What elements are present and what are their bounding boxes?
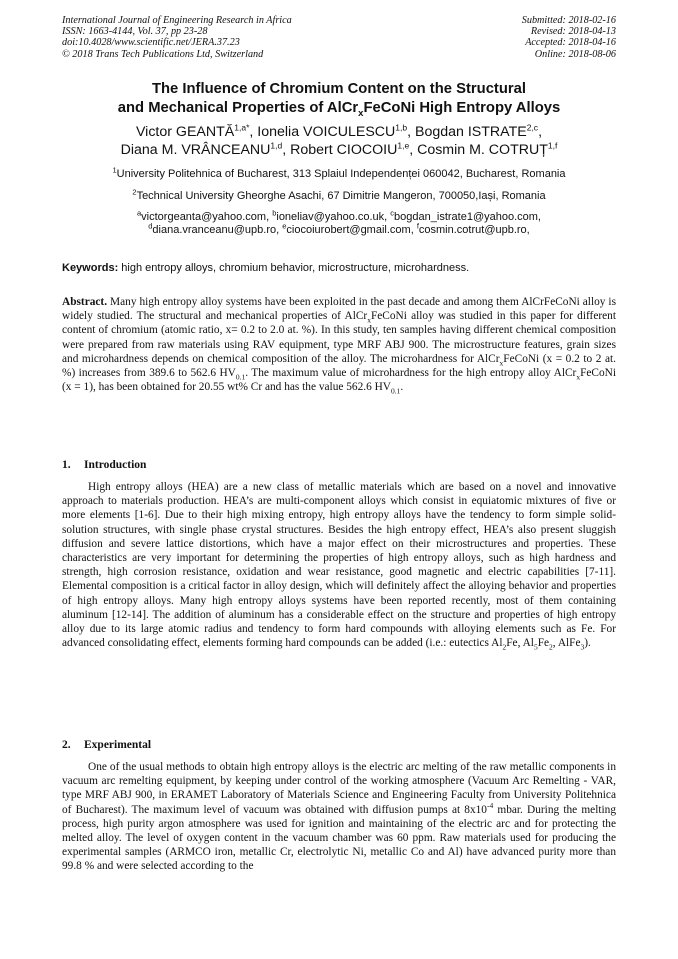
subscript: x [367,315,371,325]
title-text-a: and Mechanical Properties of AlCr [117,99,359,116]
abstract [62,295,616,394]
author-name: Cosmin M. COTRUȚ [417,142,548,158]
author-affil-mark: 1,a* [234,122,250,133]
body-text: mbar. During the melting process, high purity argon atmosphere was used for ignition and maintaining of the electric arc and for protecting the melted alloy. The level of oxygen content in the vacuum chamber was 60 ppm. Raw materials used for producing the experimental samples (ARMCO iron, metallic Cr, electrolytic Ni, metallic Co and Al) have advanced purity more than 99.8 % and were selected according to the [62,803,616,873]
author-separator: , [249,124,258,140]
abstract-text: FeCoNi (x = 0.2 to 2 at. %) increases from 389.6 to 562.6 HV [62,352,616,380]
subscript: 2 [502,642,507,652]
author-list [62,123,616,159]
author-separator: , [282,142,291,158]
author-separator: , [407,124,415,140]
author-name: Diana M. VRÂNCEANU [120,142,271,158]
experimental-paragraph [62,760,616,874]
body-text: ). [584,637,591,650]
dates-header [522,15,616,60]
author-affil-mark: 1,d [270,140,283,151]
email-mark: c [390,208,395,218]
section-heading-introduction [62,458,146,472]
keywords [62,262,616,275]
subscript: 2 [549,642,553,652]
email-link[interactable]: ioneliav@yahoo.co.uk [276,211,385,223]
abstract-label: Abstract. [62,296,108,308]
section-title: Experimental [84,739,152,751]
author-separator: , [538,124,543,140]
email-mark: b [272,208,277,218]
section-title: Introduction [84,459,147,471]
author-name: Robert CIOCOIU [290,142,398,158]
journal-issn: ISSN: 1663-4144, Vol. 37, pp 23-28 [62,26,208,38]
subscript: x [576,372,581,382]
author-affil-mark: 1,f [547,140,558,151]
email-list [62,208,616,237]
author-separator: , [409,142,418,158]
affiliation-2 [62,187,616,203]
affil-text: Technical University Gheorghe Asachi, 67 Dimitrie Mangeron, 700050,Iași, Romania [136,190,546,202]
author-name: Victor GEANTĂ [135,124,235,140]
body-text: One of the usual methods to obtain high entropy alloys is the electric arc melting of the raw metallic components in vacuum arc remelting equipment, by keeping under control of the working atmosphere (Vacuum Arc Remelting - VAR, type MRF ABJ 900, in ERAMET Laboratory of Materials Science and Engineering Faculty from University Politehnica of Bucharest). The maximum level of vacuum was obtained with diffusion pumps at 8x10 [62,761,616,816]
journal-doi: doi:10.4028/www.scientific.net/JERA.37.23 [62,37,240,49]
email-link[interactable]: ciocoiurobert@gmail.com [286,224,411,236]
body-text: High entropy alloys (HEA) are a new class of metallic materials which are based on a novel and innovative approach to materials production. HEA’s are multi-component alloys which consist in equiatomic mixtures of five or more elements [1-6]. Due to their high mixing entropy, high entropy alloys have the tendency to form simple solid-solution structures, with single phase crystal structures. Besides the high entropy effect, HEA’s also present sluggish diffusion and severe lattice distortions, which have a major effect on their microstructures and properties. These characteristics are very important for determining the properties of high entropy alloys, such as high hardness and strength, high corrosion resistance, oxidation and wear resistance, good magnetic and electric capabilities [7-11]. Elemental composition is a critical factor in alloy design, which will definitely affect the alloying behavior and properties of high entropy alloys. Many high entropy alloys systems have been reported recently, most of them containing aluminum [12-14]. The addition of aluminum has a considerable effect on the structure and properties of high entropy alloy due to its large atomic radius and tendency to form hard compounds with alloying elements such as Fe. For advanced consolidating effect, elements forming hard compounds can be added (i.e.: eutectics Al [62,481,616,650]
email-mark: a [137,208,142,218]
affil-text: University Politehnica of Bucharest, 313 Splaiul Independenței 060042, Bucharest, Romania [116,168,566,180]
affil-mark: 2 [132,187,137,197]
date-revised: Revised: 2018-04-13 [530,26,616,38]
email-mark: d [148,221,153,231]
subscript: 0.1 [391,386,401,396]
section-number: 1. [62,459,71,471]
introduction-paragraph [62,480,616,650]
email-link[interactable]: victorgeanta@yahoo.com [141,211,267,223]
email-link[interactable]: diana.vranceanu@upb.ro [152,224,277,236]
superscript: -4 [486,800,494,810]
affiliation-1 [62,165,616,181]
author-affil-mark: 1,b [395,122,408,133]
subscript: x [499,358,504,368]
body-text: Fe, Al [506,637,534,650]
email-link[interactable]: cosmin.cotrut@upb.ro [418,224,527,236]
journal-copyright: © 2018 Trans Tech Publications Ltd, Switzerland [62,48,264,60]
date-submitted: Submitted: 2018-02-16 [521,15,616,26]
section-heading-experimental [62,738,151,752]
journal-name: International Journal of Engineering Research in Africa [62,15,292,26]
section-number: 2. [62,739,71,751]
keywords-text: high entropy alloys, chromium behavior, microstructure, microhardness. [118,262,470,274]
abstract-text: . The maximum value of microhardness for the high entropy alloy AlCr [245,367,577,380]
body-text: , AlFe [552,637,581,650]
email-line-1: $^a$victorgeanta@yahoo.com, $^b$ioneliav@yahoo.co.uk, $^c$bogdan_istrate1@yahoo.com, [137,208,541,223]
paper-title [62,80,616,123]
author-name: Ionelia VOICULESCU [257,124,396,140]
email-mark: f [416,221,419,231]
subscript: 3 [580,642,585,652]
author-line-2 [62,141,616,159]
author-affil-mark: 2,c [526,122,539,133]
abstract-text: FeCoNi alloy was studied in this paper for different content of chromium (atomic ratio, x= 0.2 to 2.0 at. %). In this study, ten samples having different chemical composition were prepared from raw materials using RAV equipment, type MRF ABJ 900. The microstructure features, grain sizes and microhardness depends on chemical composition of the alloy. The microhardness for AlCr [62,310,617,365]
date-accepted: Accepted: 2018-04-16 [525,37,616,49]
subscript: 0.1 [235,372,246,382]
title-text-b: FeCoNi High Entropy Alloys [363,99,561,116]
date-online: Online: 2018-08-06 [534,48,616,60]
email-link[interactable]: bogdan_istrate1@yahoo.com [394,211,538,223]
abstract-text: . [400,381,404,394]
title-subscript: x [358,107,364,119]
title-line-2 [62,99,616,123]
title-line-1: The Influence of Chromium Content on the Structural [151,81,527,97]
affil-mark: 1 [112,165,117,175]
journal-header [62,15,292,60]
abstract-text: FeCoNi (x = 1), has been obtained for 20.55 wt% Cr and has the value 562.6 HV [62,367,616,394]
keywords-label: Keywords: [62,262,119,274]
author-affil-mark: 1,e [397,140,410,151]
email-line-2: $^d$diana.vranceanu@upb.ro, $^e$ciocoiurobert@gmail.com, $^f$cosmin.cotrut@upb.ro, [148,221,530,236]
subscript: 5 [533,642,538,652]
abstract-text: Many high entropy alloy systems have been exploited in the past decade and among them AlCrFeCoNi alloy is widely studied. The structural and mechanical properties of AlCr [62,296,616,323]
author-name: Bogdan ISTRATE [415,124,527,140]
author-line-1 [62,123,616,141]
email-mark: e [282,221,287,231]
body-text: Fe [537,637,550,650]
